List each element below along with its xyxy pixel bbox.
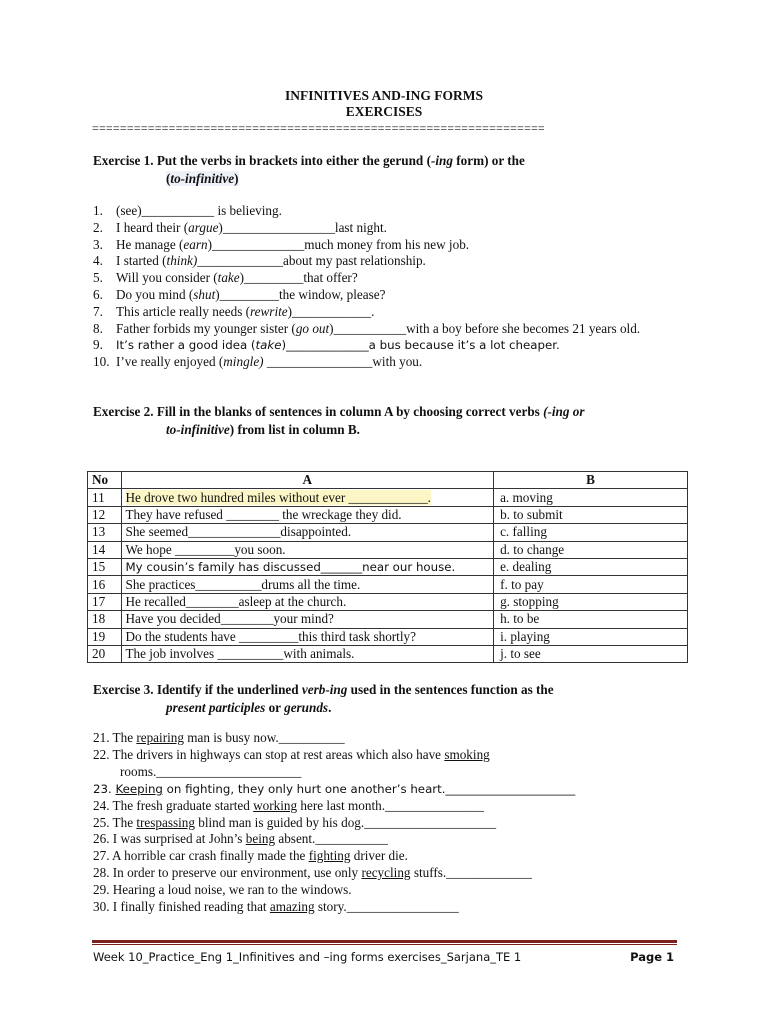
item-text: (see)___________ is believing. — [116, 203, 282, 218]
row-number: 13 — [88, 524, 122, 541]
table-row — [88, 506, 688, 523]
row-number: 15 — [88, 558, 122, 575]
exercise-1-heading-italic: -ing — [430, 153, 453, 168]
exercise-3-item: 24. The fresh graduate started working here last month._______________ — [93, 797, 484, 813]
exercise-3-list — [93, 730, 693, 916]
row-number: 11 — [88, 489, 122, 506]
item-text: Do you mind (shut)_________the window, please? — [116, 286, 386, 302]
column-a-sentence: She practices__________drums all the time. — [121, 576, 494, 593]
underlined-verb-ing: amazing — [269, 899, 315, 915]
table-row — [88, 611, 688, 628]
matching-table — [87, 471, 688, 663]
item-number: 10. — [93, 354, 110, 370]
title-divider: ================================================================= — [92, 121, 545, 135]
table-row — [88, 645, 688, 662]
column-b-option: i. playing — [494, 628, 688, 645]
underlined-verb-ing: smoking — [444, 746, 490, 762]
column-b-option: j. to see — [494, 645, 688, 662]
exercise-1-item — [93, 220, 693, 237]
row-number: 17 — [88, 593, 122, 610]
exercise-1-heading-text-2: form) or the — [452, 153, 525, 168]
column-b-option: h. to be — [494, 611, 688, 628]
item-number: 9. — [93, 337, 103, 353]
page-number: Page 1 — [630, 950, 674, 964]
column-b-option: f. to pay — [494, 576, 688, 593]
table-row — [88, 541, 688, 558]
column-b-option: e. dealing — [494, 558, 688, 575]
item-text: I’ve really enjoyed (mingle) ________________with you. — [116, 354, 423, 370]
exercise-1-item — [93, 253, 693, 270]
footer-rule — [92, 940, 677, 943]
item-number: 4. — [93, 253, 103, 269]
col-no-header: No — [88, 472, 122, 489]
exercise-3-item: rooms.______________________ — [120, 763, 302, 779]
exercise-1-item — [93, 304, 693, 321]
column-a-sentence: They have refused ________ the wreckage they did. — [121, 506, 494, 523]
row-number: 20 — [88, 645, 122, 662]
exercise-3-item: 21. The repairing man is busy now.__________ — [93, 730, 345, 745]
item-text: Father forbids my younger sister (go out)___________with a boy before she becomes 21 years old. — [116, 320, 641, 336]
item-number: 3. — [93, 236, 103, 252]
footer-rule-thin — [92, 944, 677, 945]
exercise-3-item: 26. I was surprised at John’s being absent.___________ — [93, 831, 388, 847]
underlined-verb-ing: trespassing — [136, 814, 195, 830]
underlined-verb-ing: being — [245, 831, 276, 847]
exercise-1-item — [93, 321, 706, 338]
table-row — [88, 558, 688, 575]
exercise-3-item: 25. The trespassing blind man is guided by his dog.____________________ — [93, 814, 497, 830]
table-row — [88, 524, 688, 541]
exercise-1-heading-text: Exercise 1. Put the verbs in brackets into either the gerund ( — [93, 153, 431, 168]
column-b-option: g. stopping — [494, 593, 688, 610]
underlined-verb-ing: Keeping — [115, 781, 163, 796]
underlined-verb-ing: recycling — [361, 865, 411, 881]
column-a-sentence: We hope _________you soon. — [121, 541, 494, 558]
exercise-3-item: 28. In order to preserve our environment, use only recycling stuffs._____________ — [93, 865, 532, 881]
column-a-sentence: He drove two hundred miles without ever ____________. — [121, 489, 494, 506]
column-a-sentence: Do the students have _________this third task shortly? — [121, 628, 494, 645]
column-a-sentence: The job involves __________with animals. — [121, 645, 494, 662]
column-a-sentence: Have you decided________your mind? — [121, 611, 494, 628]
exercise-3-item: 29. Hearing a loud noise, we ran to the windows. — [93, 882, 352, 898]
exercise-1-item — [93, 354, 693, 371]
exercise-1-heading — [93, 152, 713, 188]
table-header-row — [88, 472, 688, 489]
column-b-option: c. falling — [494, 524, 688, 541]
item-text: Will you consider (take)_________that offer? — [116, 270, 358, 286]
row-number: 16 — [88, 576, 122, 593]
item-number: 6. — [93, 286, 103, 302]
exercise-1-item — [93, 337, 693, 354]
underlined-verb-ing: repairing — [136, 730, 184, 745]
column-b-option: b. to submit — [494, 506, 688, 523]
exercise-3-heading: Exercise 3. Identify if the underlined verb-ing used in the sentences function as the present participles or gerunds. — [93, 682, 554, 715]
column-a-sentence: My cousin’s family has discussed_______near our house. — [121, 558, 494, 575]
column-b-option: a. moving — [494, 489, 688, 506]
col-b-header: B — [494, 472, 688, 489]
exercise-3-item: 27. A horrible car crash finally made the fighting driver die. — [93, 848, 408, 864]
document-subtitle: EXERCISES — [345, 104, 423, 119]
table-row — [88, 489, 688, 506]
item-number: 5. — [93, 270, 103, 286]
row-number: 12 — [88, 506, 122, 523]
item-text: I started (think)_____________about my past relationship. — [116, 253, 426, 269]
underlined-verb-ing: working — [253, 797, 298, 813]
table-row — [88, 628, 688, 645]
exercise-1-item — [93, 237, 693, 254]
column-b-option: d. to change — [494, 541, 688, 558]
item-text: I heard their (argue)_________________last night. — [116, 219, 387, 235]
exercise-3-item: 30. I finally finished reading that amazing story._________________ — [93, 899, 459, 915]
exercise-3-item: 23. Keeping on fighting, they only hurt one another’s heart.______________________ — [93, 781, 576, 796]
col-a-header: A — [121, 472, 494, 489]
table-row — [88, 576, 688, 593]
item-text: This article really needs (rewrite)____________. — [116, 303, 375, 319]
exercise-1-item — [93, 270, 693, 287]
table-row — [88, 593, 688, 610]
exercise-1-item — [93, 287, 693, 304]
exercise-3-item: 22. The drivers in highways can stop at rest areas which also have smoking — [93, 746, 490, 762]
row-number: 18 — [88, 611, 122, 628]
row-number: 19 — [88, 628, 122, 645]
item-number: 2. — [93, 219, 103, 235]
item-number: 8. — [93, 320, 103, 336]
column-a-sentence: She seemed______________disappointed. — [121, 524, 494, 541]
exercise-1-list — [93, 203, 693, 371]
item-text: It’s rather a good idea (take)______________a bus because it’s a lot cheaper. — [116, 338, 560, 353]
item-text: He manage (earn)______________much money from his new job. — [116, 236, 470, 252]
column-a-sentence: He recalled________asleep at the church. — [121, 593, 494, 610]
item-number: 1. — [93, 203, 103, 218]
document-title: INFINITIVES AND-ING FORMS — [284, 88, 484, 103]
exercise-1-heading-line2: (to-infinitive) — [166, 171, 239, 186]
footer-filename: Week 10_Practice_Eng 1_Infinitives and –ing forms exercises_Sarjana_TE 1 — [93, 950, 522, 964]
exercise-1-item — [93, 203, 693, 220]
underlined-verb-ing: fighting — [308, 848, 351, 864]
item-number: 7. — [93, 303, 103, 319]
row-number: 14 — [88, 541, 122, 558]
exercise-2-heading: Exercise 2. Fill in the blanks of sentences in column A by choosing correct verbs (-ing or to-infinitive) from list in column B. — [93, 404, 585, 437]
